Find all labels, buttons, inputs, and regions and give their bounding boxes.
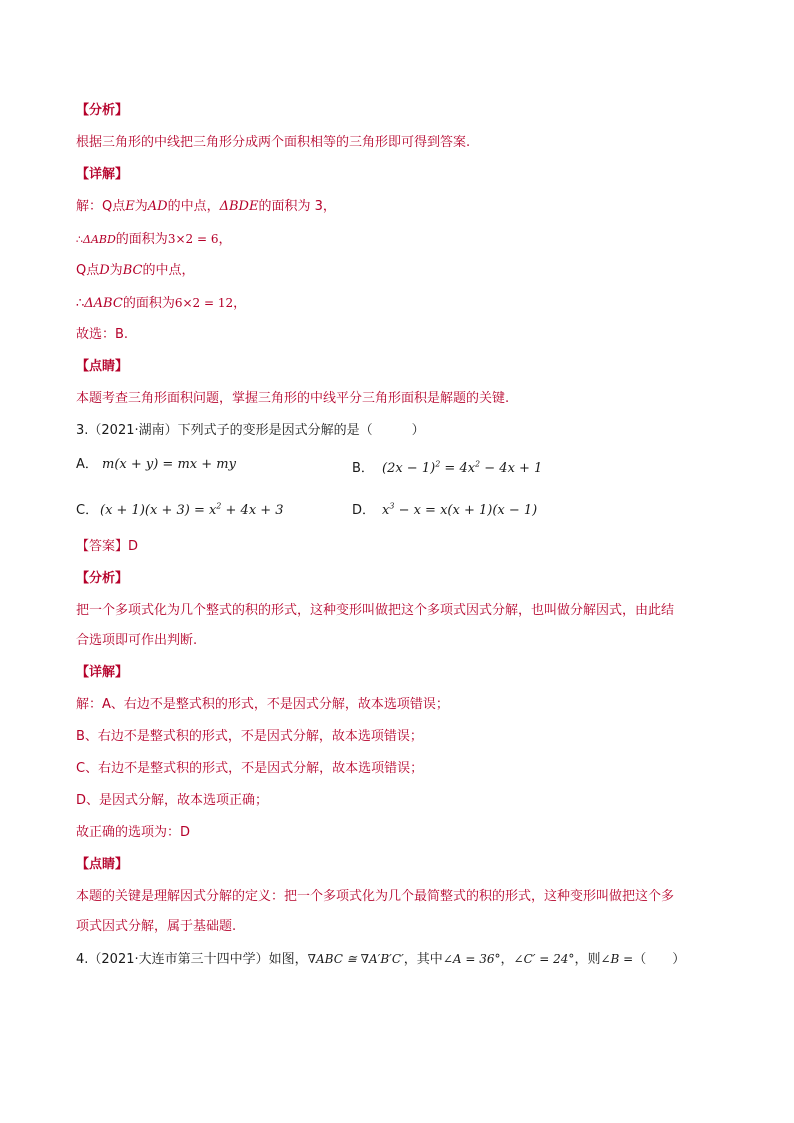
question-text: （ ） bbox=[633, 952, 686, 967]
option-expression: m(x + y) = mx + my bbox=[102, 457, 236, 472]
question-3-stem: 3.（2021·湖南）下列式子的变形是因式分解的是（ ） bbox=[76, 423, 425, 438]
comment-text: 本题的关键是理解因式分解的定义：把一个多项式化为几个最简整式的积的形式，这种变形叫做把这个多 bbox=[76, 889, 675, 904]
solution-text: 为 bbox=[109, 263, 123, 278]
math-expression: 3×2 = 6 bbox=[167, 232, 219, 246]
segment-label: BC bbox=[122, 263, 143, 278]
analysis-heading: 【分析】 bbox=[76, 103, 129, 118]
triangle-label: ΔBDE bbox=[219, 199, 259, 214]
question-text: ， bbox=[500, 952, 514, 967]
solution-text: ， bbox=[233, 296, 247, 311]
solution-text: Q点 bbox=[76, 263, 100, 278]
detail-heading: 【详解】 bbox=[76, 665, 129, 680]
congruence-expression: ∇ABC ≅ ∇A′B′C′ bbox=[307, 952, 404, 966]
math-expression: 6×2 = 12 bbox=[174, 296, 234, 310]
comment-text: 项式因式分解，属于基础题. bbox=[76, 919, 237, 934]
option-expression: $(2x - 1)^2 = 4x^2 - 4x + 1$ bbox=[382, 460, 543, 477]
solution-line-4 bbox=[76, 294, 246, 313]
detail-line: B、右边不是整式积的形式，不是因式分解，故本选项错误； bbox=[76, 729, 423, 744]
solution-text: 的面积为 bbox=[115, 232, 168, 247]
solution-line-1 bbox=[76, 198, 336, 216]
triangle-label: ΔABD bbox=[83, 233, 116, 246]
analysis-text: 合选项即可作出判断. bbox=[76, 633, 198, 648]
analysis-heading: 【分析】 bbox=[76, 571, 129, 586]
option-b bbox=[352, 456, 542, 478]
option-expression: $(x + 1)(x + 3) = x^2 + 4x + 3$ bbox=[100, 502, 284, 519]
solution-text: 的中点， bbox=[142, 263, 195, 278]
comment-heading: 【点睛】 bbox=[76, 857, 129, 872]
analysis-text: 根据三角形的中线把三角形分成两个面积相等的三角形即可得到答案. bbox=[76, 135, 471, 150]
question-text: ，则 bbox=[574, 952, 601, 967]
solution-text: ， bbox=[218, 232, 232, 247]
option-letter: C． bbox=[76, 503, 99, 519]
solution-line-3 bbox=[76, 262, 194, 280]
choice-line: 故选：B. bbox=[76, 327, 129, 342]
solution-text: 的面积为 3， bbox=[258, 199, 336, 214]
comment-text: 本题考查三角形面积问题，掌握三角形的中线平分三角形面积是解题的关键. bbox=[76, 391, 510, 406]
angle-expression: ∠A = 36° bbox=[442, 952, 501, 966]
angle-expression: ∠B = bbox=[600, 952, 634, 966]
question-4-stem bbox=[76, 950, 685, 969]
question-text: 4.（2021·大连市第三十四中学）如图， bbox=[76, 952, 308, 967]
question-text: ，其中 bbox=[403, 952, 443, 967]
solution-text: 解：Q点 bbox=[76, 199, 126, 214]
option-a bbox=[76, 456, 236, 474]
point-label: D bbox=[99, 263, 110, 278]
detail-line: 解：A、右边不是整式积的形式，不是因式分解，故本选项错误； bbox=[76, 697, 449, 712]
detail-line: C、右边不是整式积的形式，不是因式分解，故本选项错误； bbox=[76, 761, 424, 776]
option-letter: D． bbox=[352, 503, 376, 519]
option-letter: B． bbox=[352, 461, 374, 477]
option-letter: A． bbox=[76, 457, 98, 472]
detail-line: D、是因式分解，故本选项正确； bbox=[76, 793, 269, 808]
point-label: E bbox=[125, 199, 135, 214]
solution-text: 的中点， bbox=[167, 199, 220, 214]
angle-expression: ∠C′ = 24° bbox=[513, 952, 575, 966]
comment-heading: 【点睛】 bbox=[76, 359, 129, 374]
solution-text: 的面积为 bbox=[122, 296, 175, 311]
segment-label: AD bbox=[147, 199, 168, 214]
solution-line-2 bbox=[76, 230, 231, 249]
answer-line: 【答案】D bbox=[76, 539, 139, 554]
therefore-symbol: ∴ bbox=[76, 233, 83, 246]
option-expression: $x^3 - x = x(x + 1)(x - 1)$ bbox=[382, 502, 538, 519]
detail-line: 故正确的选项为：D bbox=[76, 825, 191, 840]
option-c bbox=[76, 498, 284, 520]
triangle-label: ΔABC bbox=[84, 296, 123, 311]
analysis-text: 把一个多项式化为几个整式的积的形式，这种变形叫做把这个多项式因式分解，也叫做分解因式，由此结 bbox=[76, 603, 675, 618]
option-d bbox=[352, 498, 537, 520]
detail-heading: 【详解】 bbox=[76, 167, 129, 182]
solution-text: 为 bbox=[134, 199, 148, 214]
therefore-symbol: ∴ bbox=[76, 296, 85, 311]
